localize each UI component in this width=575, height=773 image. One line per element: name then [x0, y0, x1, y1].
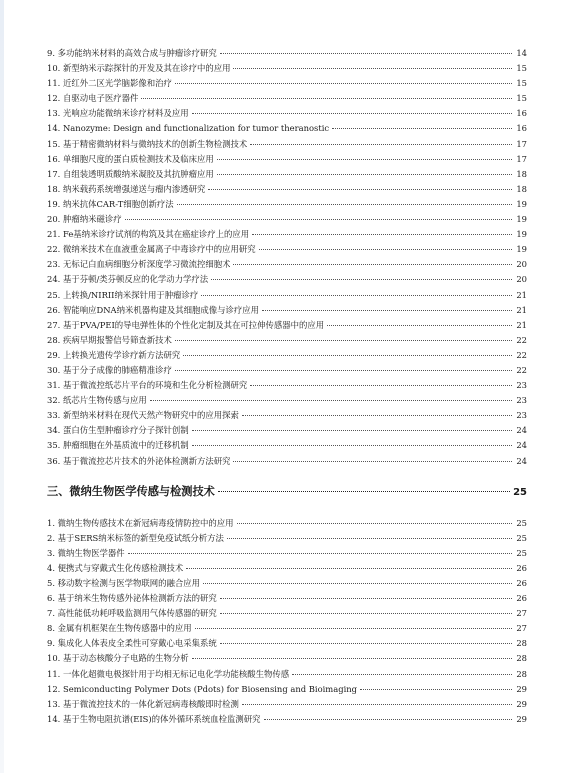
dot-leader — [220, 613, 512, 614]
dot-leader — [327, 325, 512, 326]
dot-leader — [220, 53, 512, 54]
dot-leader — [211, 279, 512, 280]
toc-entry-page-number: 16 — [516, 108, 527, 119]
toc-entry-title: 23. 无标记白血病细胞分析深度学习微流控细胞术 — [47, 259, 231, 270]
toc-entry-title: 28. 疾病早期报警信号筛查新技术 — [47, 334, 172, 345]
toc-entry-page-number: 23 — [516, 380, 527, 391]
toc-entry-page-number: 15 — [516, 78, 527, 89]
toc-entry-title: 26. 智能响应DNA纳米机器构建及其细胞成像与诊疗应用 — [47, 304, 259, 315]
dot-leader — [128, 553, 512, 554]
toc-entry-title: 12. Semiconducting Polymer Dots (Pdots) for Biosensing and Bioimaging — [47, 683, 358, 694]
section-heading[interactable] — [47, 482, 527, 502]
toc-entry-title: 31. 基于微流控纸芯片平台的环境和生化分析检测研究 — [47, 380, 248, 391]
toc-entry-page-number: 25 — [516, 532, 527, 543]
toc-entry-page-number: 17 — [516, 138, 527, 149]
toc-entry-page-number: 15 — [516, 63, 527, 74]
dot-leader — [192, 445, 512, 446]
toc-entry-title: 8. 金属有机框架在生物传感器中的应用 — [47, 623, 192, 634]
toc-entry-title: 27. 基于PVA/PEI的导电弹性体的个性化定制及其在可拉伸传感器中的应用 — [47, 319, 325, 330]
toc-entry-title: 21. Fe基纳米诊疗试剂的构筑及其在癌症诊疗上的应用 — [47, 229, 250, 240]
toc-entry-title: 5. 移动数字检测与医学物联网的融合应用 — [47, 578, 201, 588]
toc-entry[interactable] — [47, 423, 527, 438]
toc-entry[interactable] — [47, 91, 527, 106]
toc-entry-page-number: 28 — [516, 638, 527, 649]
toc-entry-title: 35. 肿瘤细胞在外基质流中的迁移机制 — [47, 440, 189, 451]
toc-entry[interactable] — [47, 106, 527, 121]
toc-entry[interactable] — [47, 651, 527, 666]
toc-entry[interactable] — [47, 591, 527, 606]
toc-entry[interactable] — [47, 606, 527, 621]
toc-entry[interactable] — [47, 227, 527, 242]
dot-leader — [208, 189, 512, 190]
dot-leader — [125, 219, 512, 220]
toc-entry[interactable] — [47, 621, 527, 636]
toc-entry[interactable] — [47, 546, 527, 561]
toc-entry[interactable] — [47, 61, 527, 76]
toc-entry[interactable] — [47, 561, 527, 576]
toc-entry-page-number: 19 — [516, 214, 527, 225]
toc-entry[interactable] — [47, 682, 527, 697]
toc-entry-title: 9. 集成化人体表皮全柔性可穿戴心电采集系统 — [47, 638, 217, 649]
dot-leader — [262, 310, 512, 311]
toc-entry-title: 18. 纳米载药系统增强递送与瘤内渗透研究 — [47, 183, 206, 194]
toc-entry-page-number: 25 — [516, 517, 527, 528]
dot-leader — [186, 568, 512, 569]
toc-entry-page-number: 19 — [516, 229, 527, 240]
dot-leader — [175, 340, 512, 341]
toc-entry[interactable] — [47, 454, 527, 469]
toc-entry-title: 29. 上转换光遗传学诊疗新方法研究 — [47, 349, 181, 360]
toc-entry-title: 10. 基于动态核酸分子电路的生物分析 — [47, 653, 189, 664]
dot-leader — [192, 113, 512, 114]
toc-entry-page-number: 24 — [516, 440, 527, 451]
toc-entry-page-number: 27 — [516, 608, 527, 619]
toc-entry-page-number: 20 — [516, 274, 527, 285]
dot-leader — [217, 174, 512, 175]
toc-entry[interactable] — [47, 76, 527, 91]
toc-entry[interactable] — [47, 46, 527, 61]
dot-leader — [141, 98, 512, 99]
dot-leader — [220, 643, 512, 644]
dot-leader — [292, 674, 512, 675]
toc-entry[interactable] — [47, 667, 527, 682]
toc-entry-page-number: 16 — [516, 123, 527, 134]
toc-entry-page-number: 23 — [516, 410, 527, 421]
toc-entry-title: 32. 纸芯片生物传感与应用 — [47, 395, 147, 406]
toc-entry-page-number: 21 — [516, 289, 527, 300]
dot-leader — [332, 128, 512, 129]
toc-entry[interactable] — [47, 272, 527, 287]
toc-entry[interactable] — [47, 288, 527, 303]
toc-entry-title: 22. 微纳米技术在血液重金属离子中毒诊疗中的应用研究 — [47, 244, 256, 255]
toc-entry-title: 11. 一体化超微电极探针用于均相无标记电化学功能核酸生物传感 — [47, 668, 290, 679]
toc-entry[interactable] — [47, 167, 527, 182]
toc-entry[interactable] — [47, 576, 527, 591]
toc-entry-page-number: 26 — [516, 562, 527, 573]
toc-entry-title: 33. 新型纳米材料在现代天然产物研究中的应用探索 — [47, 410, 239, 421]
dot-leader — [360, 689, 512, 690]
dot-leader — [250, 144, 512, 145]
dot-leader — [201, 295, 512, 296]
toc-entry[interactable] — [47, 348, 527, 363]
toc-entry-title: 3. 微纳生物医学器件 — [47, 547, 125, 558]
toc-entry[interactable] — [47, 152, 527, 167]
toc-entry-title: 24. 基于芬顿/类芬顿反应的化学动力学疗法 — [47, 274, 209, 285]
toc-entry-page-number: 20 — [516, 259, 527, 270]
toc-entry-title: 13. 基于微流控技术的一体化新冠病毒核酸即时检测 — [47, 698, 239, 709]
dot-leader — [233, 264, 512, 265]
toc-entry[interactable] — [47, 197, 527, 212]
dot-leader — [195, 628, 512, 629]
toc-entry[interactable] — [47, 712, 527, 727]
toc-entry[interactable] — [47, 363, 527, 378]
dot-leader — [250, 385, 512, 386]
toc-entry-page-number: 18 — [516, 183, 527, 194]
toc-entry-page-number: 25 — [516, 547, 527, 558]
toc-entry[interactable] — [47, 333, 527, 348]
dot-leader — [175, 370, 512, 371]
toc-entry[interactable] — [47, 516, 527, 531]
dot-leader — [192, 658, 512, 659]
toc-list-section3 — [47, 516, 527, 727]
dot-leader — [220, 598, 512, 599]
toc-entry-title: 15. 基于精密微纳材料与微纳技术的创新生物检测技术 — [47, 138, 248, 149]
dot-leader — [192, 430, 512, 431]
toc-entry-page-number: 22 — [516, 334, 527, 345]
toc-entry-title: 36. 基于微流控芯片技术的外泌体检测新方法研究 — [47, 455, 231, 466]
section-page-number: 25 — [513, 486, 527, 498]
toc-entry-title: 34. 蛋白仿生型肿瘤诊疗分子探针创制 — [47, 425, 189, 436]
toc-list-section2 — [47, 46, 527, 469]
toc-entry-page-number: 23 — [516, 395, 527, 406]
toc-entry-title: 2. 基于SERS纳米标签的新型免疫试纸分析方法 — [47, 532, 224, 543]
toc-entry-page-number: 26 — [516, 578, 527, 588]
toc-entry-title: 25. 上转换/NIRII纳米探针用于肿瘤诊疗 — [47, 289, 199, 300]
toc-entry-page-number: 26 — [516, 593, 527, 604]
toc-entry-page-number: 19 — [516, 244, 527, 255]
dot-leader — [242, 415, 512, 416]
dot-leader — [183, 355, 512, 356]
toc-entry-page-number: 22 — [516, 364, 527, 375]
toc-entry-title: 30. 基于分子成像的肺癌精准诊疗 — [47, 364, 172, 375]
toc-entry-title: 10. 新型纳米示踪探针的开发及其在诊疗中的应用 — [47, 63, 231, 74]
toc-entry-page-number: 18 — [516, 168, 527, 179]
toc-entry-page-number: 21 — [516, 319, 527, 330]
toc-entry-title: 19. 纳米抗体CAR-T细胞创新疗法 — [47, 198, 174, 209]
toc-entry-title: 16. 单细胞尺度的蛋白质检测技术及临床应用 — [47, 153, 214, 164]
toc-entry[interactable] — [47, 212, 527, 227]
toc-entry-page-number: 21 — [516, 304, 527, 315]
toc-entry-title: 6. 基于纳米生物传感外泌体检测新方法的研究 — [47, 593, 217, 604]
toc-entry-title: 7. 高性能低功耗呼吸监测用气体传感器的研究 — [47, 608, 217, 619]
toc-entry-page-number: 29 — [516, 698, 527, 709]
dot-leader — [233, 461, 512, 462]
toc-entry-page-number: 29 — [516, 713, 527, 724]
toc-entry-title: 14. Nanozyme: Design and functionalization for tumor theranostic — [47, 123, 330, 134]
toc-entry[interactable] — [47, 393, 527, 408]
toc-entry-title: 13. 光响应功能微纳米诊疗材料及应用 — [47, 108, 189, 119]
toc-entry[interactable] — [47, 697, 527, 712]
toc-entry-page-number: 14 — [516, 48, 527, 58]
dot-leader — [259, 249, 512, 250]
dot-leader — [177, 204, 512, 205]
dot-leader — [242, 704, 512, 705]
toc-entry-page-number: 19 — [516, 198, 527, 209]
toc-entry[interactable] — [47, 378, 527, 393]
toc-entry-page-number: 28 — [516, 653, 527, 664]
toc-entry-page-number: 27 — [516, 623, 527, 634]
toc-entry[interactable] — [47, 182, 527, 197]
dot-leader — [203, 583, 512, 584]
section-title: 三、微纳生物医学传感与检测技术 — [47, 484, 215, 498]
toc-entry[interactable] — [47, 318, 527, 333]
toc-entry[interactable] — [47, 438, 527, 453]
dot-leader — [237, 523, 512, 524]
toc-entry-page-number: 24 — [516, 425, 527, 436]
toc-entry-page-number: 15 — [516, 93, 527, 104]
toc-entry[interactable] — [47, 408, 527, 423]
dot-leader — [264, 719, 512, 720]
toc-entry-page-number: 22 — [516, 349, 527, 360]
toc-entry-title: 9. 多功能纳米材料的高效合成与肿瘤诊疗研究 — [47, 48, 217, 58]
toc-entry-title: 1. 微纳生物传感技术在新冠病毒疫情防控中的应用 — [47, 517, 234, 528]
dot-leader — [233, 68, 512, 69]
dot-leader — [175, 83, 512, 84]
toc-entry-title: 14. 基于生物电阻抗谱(EIS)的体外循环系统血栓监测研究 — [47, 713, 261, 724]
toc-entry-page-number: 28 — [516, 668, 527, 679]
toc-entry[interactable] — [47, 636, 527, 651]
dot-leader — [252, 234, 512, 235]
toc-entry-title: 12. 自驱动电子医疗器件 — [47, 93, 139, 104]
dot-leader — [218, 491, 510, 492]
toc-entry[interactable] — [47, 121, 527, 136]
toc-entry[interactable] — [47, 137, 527, 152]
toc-entry[interactable] — [47, 531, 527, 546]
dot-leader — [227, 538, 512, 539]
toc-entry-title: 17. 自组装透明质酸纳米凝胶及其抗肿瘤应用 — [47, 168, 214, 179]
toc-entry-title: 20. 肿瘤纳米磁诊疗 — [47, 214, 122, 225]
toc-entry[interactable] — [47, 303, 527, 318]
toc-entry-page-number: 24 — [516, 455, 527, 466]
toc-entry[interactable] — [47, 242, 527, 257]
toc-entry-title: 11. 近红外二区光学脑影像和治疗 — [47, 78, 172, 89]
toc-entry-page-number: 17 — [516, 153, 527, 164]
dot-leader — [217, 159, 512, 160]
dot-leader — [150, 400, 512, 401]
toc-entry-page-number: 29 — [516, 683, 527, 694]
toc-entry[interactable] — [47, 257, 527, 272]
toc-entry-title: 4. 便携式与穿戴式生化传感检测技术 — [47, 562, 184, 573]
